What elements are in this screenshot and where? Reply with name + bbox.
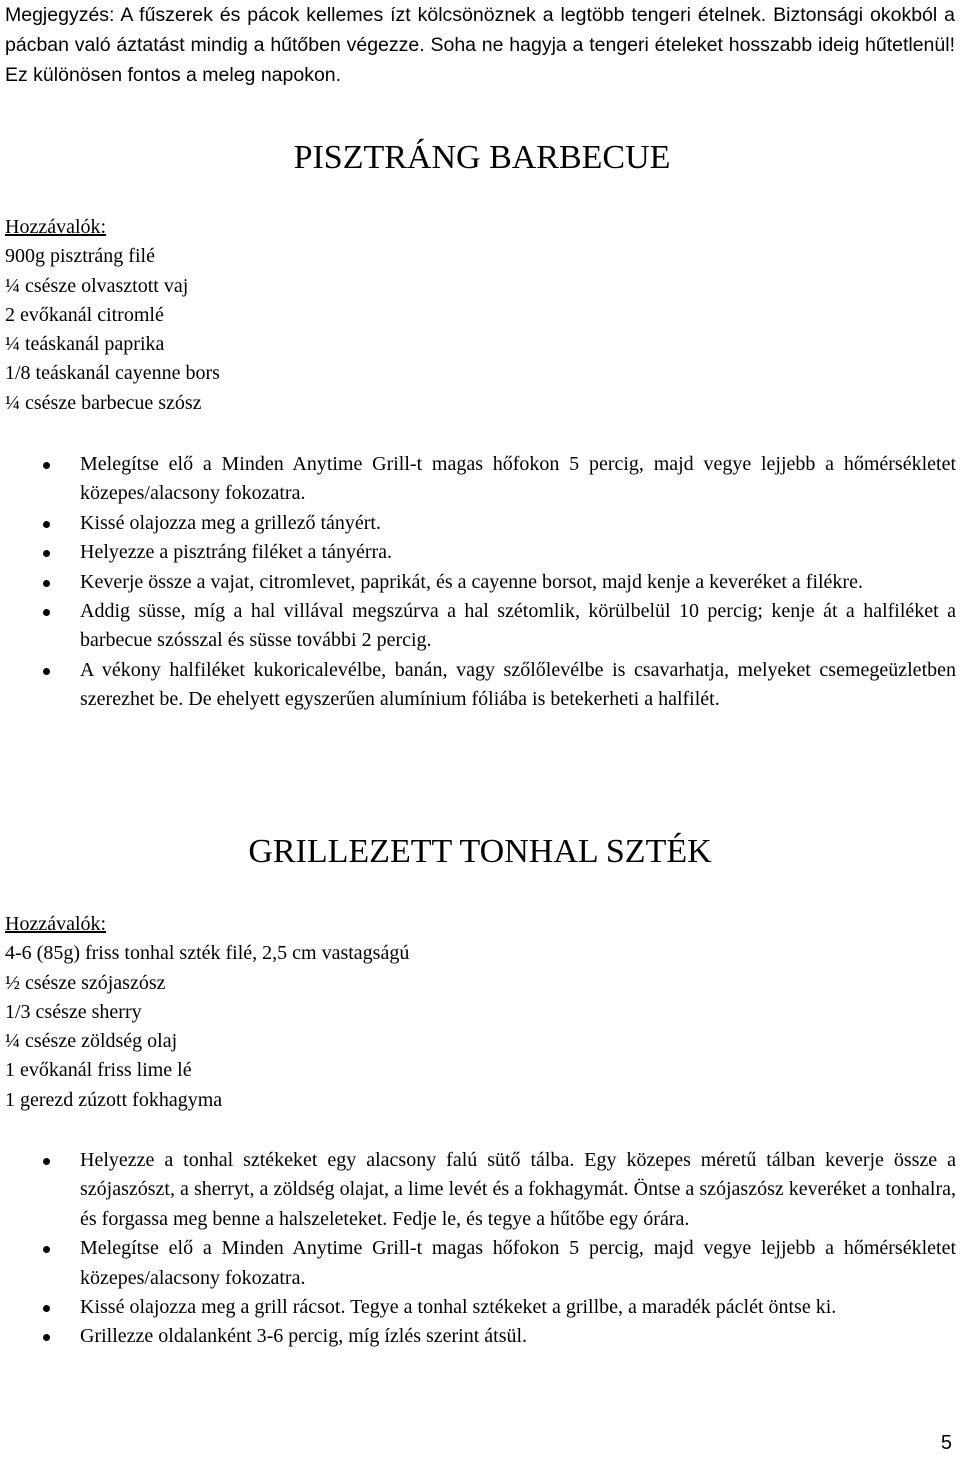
page-number: 5 bbox=[940, 1432, 952, 1454]
ingredient-item: 4-6 (85g) friss tonhal szték filé, 2,5 cm vastagságú bbox=[5, 942, 410, 965]
recipe-title-tuna: GRILLEZETT TONHAL SZTÉK bbox=[248, 833, 712, 870]
steps-tuna bbox=[5, 1146, 956, 1352]
step-item: Melegítse elő a Minden Anytime Grill-t magas hőfokon 5 percig, majd vegye lejjebb a hőmérsékletet közepes/alacsony fokozatra. bbox=[5, 450, 956, 509]
recipe-title-trout: PISZTRÁNG BARBECUE bbox=[293, 139, 671, 176]
ingredients-trout bbox=[5, 213, 955, 418]
bullet-icon bbox=[43, 521, 50, 528]
ingredient-item: ¼ teáskanál paprika bbox=[5, 333, 165, 356]
ingredient-item: ¼ csésze barbecue szósz bbox=[5, 391, 202, 414]
step-item: Kissé olajozza meg a grillező tányért. bbox=[5, 509, 956, 538]
bullet-icon bbox=[43, 550, 50, 557]
bullet-icon bbox=[43, 1246, 50, 1253]
bullet-icon bbox=[43, 1158, 50, 1165]
ingredients-heading: Hozzávalók: bbox=[5, 216, 107, 238]
safety-note: Megjegyzés: A fűszerek és pácok kellemes ízt kölcsönöznek a legtöbb tengeri ételnek. Biztonsági okokból a pácban való áztatást mindig a hűtőben végezze. Soha ne hagyja a tengeri ételeket hosszabb ideig hűtetlenül! Ez különösen fontos a meleg napokon. bbox=[5, 4, 955, 86]
ingredient-item: 1/3 csésze sherry bbox=[5, 1000, 142, 1023]
step-item: Kissé olajozza meg a grill rácsot. Tegye a tonhal sztékeket a grillbe, a maradék páclét öntse ki. bbox=[5, 1293, 956, 1322]
step-item: A vékony halfiléket kukoricalevélbe, banán, vagy szőlőlevélbe is csavarhatja, melyeket csemegeüzletben szerezhet be. De ehelyett egyszerűen alumínium fóliába is betekerheti a halfilét. bbox=[5, 656, 956, 715]
bullet-icon bbox=[43, 580, 50, 587]
bullet-icon bbox=[43, 609, 50, 616]
bullet-icon bbox=[43, 668, 50, 675]
bullet-icon bbox=[43, 1334, 50, 1341]
ingredient-item: 900g pisztráng filé bbox=[5, 245, 155, 268]
ingredients-tuna bbox=[5, 910, 955, 1115]
step-item: Helyezze a pisztráng filéket a tányérra. bbox=[5, 538, 956, 567]
bullet-icon bbox=[43, 1305, 50, 1312]
step-item: Addig süsse, míg a hal villával megszúrva a hal szétomlik, körülbelül 10 percig; kenje át a halfiléket a barbecue szósszal és süsse további 2 percig. bbox=[5, 597, 956, 656]
ingredient-item: 1/8 teáskanál cayenne bors bbox=[5, 362, 220, 385]
ingredient-item: ½ csésze szójaszósz bbox=[5, 971, 166, 994]
ingredients-heading: Hozzávalók: bbox=[5, 913, 107, 935]
ingredient-item: 1 evőkanál friss lime lé bbox=[5, 1059, 192, 1082]
ingredient-item: ¼ csésze olvasztott vaj bbox=[5, 274, 189, 297]
step-item: Helyezze a tonhal sztékeket egy alacsony falú sütő tálba. Egy közepes méretű tálban keverje össze a szójaszószt, a sherryt, a zöldség olajat, a lime levét és a fokhagymát. Öntse a szójaszósz keveréket a tonhalra, és forgassa meg benne a halszeleteket. Fedje le, és tegye a hűtőbe egy órára. bbox=[5, 1146, 956, 1234]
step-item: Melegítse elő a Minden Anytime Grill-t magas hőfokon 5 percig, majd vegye lejjebb a hőmérsékletet közepes/alacsony fokozatra. bbox=[5, 1234, 956, 1293]
ingredient-item: 2 evőkanál citromlé bbox=[5, 303, 164, 326]
ingredient-item: 1 gerezd zúzott fokhagyma bbox=[5, 1088, 223, 1111]
ingredient-item: ¼ csésze zöldség olaj bbox=[5, 1030, 178, 1053]
step-item: Grillezze oldalanként 3-6 percig, míg ízlés szerint átsül. bbox=[5, 1322, 956, 1351]
bullet-icon bbox=[43, 462, 50, 469]
step-item: Keverje össze a vajat, citromlevet, paprikát, és a cayenne borsot, majd kenje a keveréket a filékre. bbox=[5, 568, 956, 597]
steps-trout bbox=[5, 450, 956, 715]
